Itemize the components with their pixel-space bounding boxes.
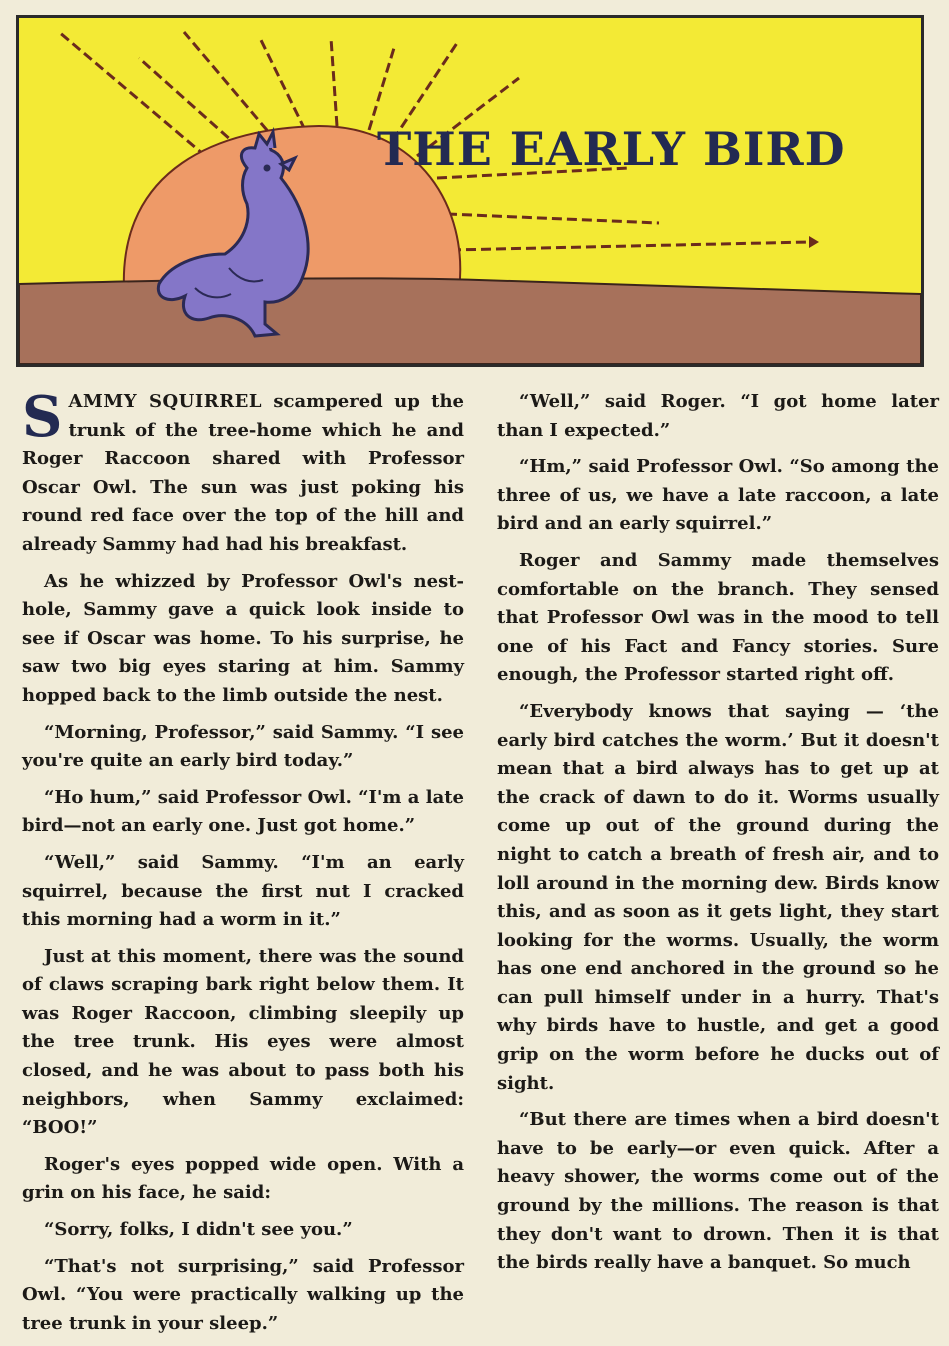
story-title: THE EARLY BIRD	[377, 122, 846, 176]
paragraph: “Morning, Professor,” said Sammy. “I see you're quite an early bird today.”	[22, 721, 464, 772]
paragraph: Just at this moment, there was the sound of claws scraping bark right below them. It was Roger Raccoon, climbing sleepily up the tree trunk. His eyes were almost closed, and he was about to pass both his neighbors, when Sammy exclaimed: “BOO!”	[22, 945, 464, 1139]
paragraph: As he whizzed by Professor Owl's nest-hole, Sammy gave a quick look inside to see if Oscar was home. To his surprise, he saw two big eyes staring at him. Sammy hopped back to the limb outside the nest.	[22, 570, 464, 706]
paragraph: “Ho hum,” said Professor Owl. “I'm a late bird—not an early one. Just got home.”	[22, 786, 464, 837]
opening-caps: AMMY SQUIRREL	[68, 391, 263, 412]
paragraph: “Hm,” said Professor Owl. “So among the three of us, we have a late raccoon, a late bird and an early squirrel.”	[497, 456, 939, 535]
paragraph: “Well,” said Roger. “I got home later than I expected.”	[497, 391, 939, 441]
paragraph: “But there are times when a bird doesn't have to be early—or even quick. After a heavy shower, the worms come out of the ground by the millions. The reason is that they don't want to drown. Then it is that the birds really have a banquet. So much	[497, 1109, 939, 1274]
paragraph: “Sorry, folks, I didn't see you.”	[44, 1219, 353, 1241]
right-column	[497, 388, 939, 1286]
opening-text: scampered up the trunk of the tree-home which he and Roger Raccoon shared with Professor Oscar Owl. The sun was just poking his round red face over the top of the hill and already Sammy had had his breakfast.	[22, 391, 464, 555]
paragraph: “Well,” said Sammy. “I'm an early squirrel, because the first nut I cracked this morning had a worm in it.”	[22, 851, 464, 931]
title-banner	[16, 15, 924, 367]
paragraph: “That's not surprising,” said Professor Owl. “You were practically walking up the tree trunk in your sleep.”	[22, 1255, 464, 1334]
drop-cap: S	[22, 384, 63, 450]
left-column	[22, 384, 464, 1346]
paragraph: Roger's eyes popped wide open. With a grin on his face, he said:	[22, 1153, 464, 1204]
paragraph: “Everybody knows that saying — ‘the early bird catches the worm.’ But it doesn't mean that a bird always has to get up at the crack of dawn to do it. Worms usually come up out of the ground during the night to catch a breath of fresh air, and to loll around in the morning dew. Birds know this, and as soon as it gets light, they start looking for the worms. Usually, the worm has one end anchored in the ground so he can pull himself under in a hurry. That's why birds have to hustle, and get a good grip on the worm before he ducks out of sight.	[497, 700, 939, 1094]
paragraph: Roger and Sammy made themselves comfortable on the branch. They sensed that Professor Owl was in the mood to tell one of his Fact and Fancy stories. Sure enough, the Professor started right off.	[497, 549, 939, 686]
opening-paragraph	[22, 384, 464, 560]
rooster-crowing-at-sunrise-icon	[19, 18, 921, 364]
